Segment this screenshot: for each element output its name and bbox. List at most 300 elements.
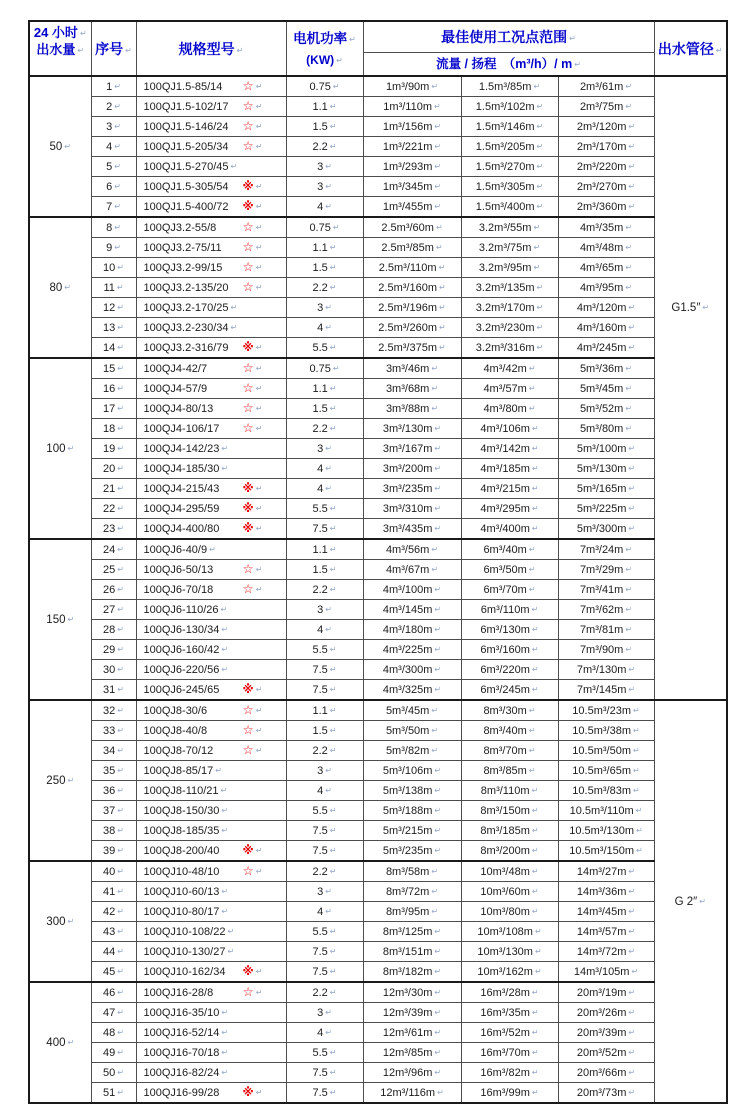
paragraph-mark (117, 846, 124, 855)
power-cell: 2.2↵ (286, 278, 363, 298)
flow-head-cell-2: 3.2m³/230m↵ (461, 318, 558, 338)
paragraph-mark (532, 867, 539, 876)
serial-cell: 21↵ (91, 479, 136, 499)
paragraph-mark (529, 706, 536, 715)
serial-cell: 46↵ (91, 982, 136, 1003)
paragraph-mark (636, 806, 643, 815)
paragraph-mark (434, 786, 441, 795)
paragraph-mark (537, 343, 544, 352)
star-icon: ☆ (242, 119, 254, 133)
paragraph-mark (221, 444, 228, 453)
power-cell: 4↵ (286, 781, 363, 801)
paragraph-mark (256, 182, 263, 191)
power-cell: 4↵ (286, 1023, 363, 1043)
flow-head-cell-2: 4m³/295m↵ (461, 499, 558, 519)
flow-head-cell-2: 4m³/57m↵ (461, 379, 558, 399)
paragraph-mark (633, 786, 640, 795)
paragraph-mark (221, 464, 228, 473)
flow-head-cell-2: 1.5m³/102m↵ (461, 97, 558, 117)
paragraph-mark (330, 927, 337, 936)
paragraph-mark (628, 323, 635, 332)
flow-head-cell-3: 5m³/130m↵ (558, 459, 654, 479)
paragraph-mark (117, 746, 124, 755)
paragraph-mark (330, 102, 337, 111)
flow-head-cell-2: 3.2m³/135m↵ (461, 278, 558, 298)
serial-cell: 15↵ (91, 358, 136, 379)
power-cell: 5.5↵ (286, 922, 363, 942)
reference-mark-icon: ※ (242, 522, 254, 535)
model-cell: 100QJ8-110/21↵ (136, 781, 286, 801)
paragraph-mark (330, 746, 337, 755)
flow-group-cell: 250↵ (29, 700, 91, 861)
model-cell: 100QJ16-28/8 ☆↵ (136, 982, 286, 1003)
paragraph-mark (537, 283, 544, 292)
model-cell: 100QJ10-60/13↵ (136, 882, 286, 902)
paragraph-mark (330, 665, 337, 674)
model-cell: 100QJ16-70/18↵ (136, 1043, 286, 1063)
table-row (29, 499, 727, 519)
table-row (29, 761, 727, 781)
paragraph-mark (256, 988, 263, 997)
paragraph-mark (117, 585, 124, 594)
flow-head-cell-3: 4m³/35m↵ (558, 217, 654, 238)
paragraph-mark (114, 162, 121, 171)
serial-cell: 10↵ (91, 258, 136, 278)
table-row (29, 539, 727, 560)
paragraph-mark (117, 625, 124, 634)
paragraph-mark (67, 615, 74, 624)
flow-head-cell-3: 7m³/145m↵ (558, 680, 654, 701)
flow-head-cell-2: 10m³/80m↵ (461, 902, 558, 922)
paragraph-mark (330, 826, 337, 835)
paragraph-mark (532, 444, 539, 453)
paragraph-mark (330, 142, 337, 151)
paragraph-mark (532, 1008, 539, 1017)
model-cell: 100QJ3.2-170/25↵ (136, 298, 286, 318)
paragraph-mark (330, 524, 337, 533)
model-cell: 100QJ3.2-99/15 ☆↵ (136, 258, 286, 278)
flow-head-cell-3: 10.5m³/65m↵ (558, 761, 654, 781)
paragraph-mark (628, 444, 635, 453)
star-icon: ☆ (242, 864, 254, 878)
serial-cell: 29↵ (91, 640, 136, 660)
flow-head-cell-1: 3m³/68m↵ (363, 379, 461, 399)
flow-head-cell-3: 10.5m³/23m↵ (558, 700, 654, 721)
flow-head-cell-3: 20m³/26m↵ (558, 1003, 654, 1023)
power-cell: 3↵ (286, 298, 363, 318)
paragraph-mark (330, 685, 337, 694)
paragraph-mark (117, 766, 124, 775)
paragraph-mark (221, 806, 228, 815)
line-break-mark (349, 35, 356, 44)
paragraph-mark (256, 504, 263, 513)
paragraph-mark (532, 665, 539, 674)
power-cell: 3↵ (286, 761, 363, 781)
table-row (29, 781, 727, 801)
paragraph-mark (628, 343, 635, 352)
serial-cell: 45↵ (91, 962, 136, 983)
paragraph-mark (628, 1028, 635, 1037)
star-icon: ☆ (242, 401, 254, 415)
serial-cell: 26↵ (91, 580, 136, 600)
power-cell: 2.2↵ (286, 982, 363, 1003)
flow-head-cell-1: 12m³/85m↵ (363, 1043, 461, 1063)
power-cell: 0.75↵ (286, 358, 363, 379)
paragraph-mark (628, 202, 635, 211)
paragraph-mark (628, 1008, 635, 1017)
paragraph-mark (628, 504, 635, 513)
paragraph-mark (221, 1008, 228, 1017)
star-icon: ☆ (242, 220, 254, 234)
model-cell: 100QJ1.5-146/24 ☆↵ (136, 117, 286, 137)
serial-cell: 41↵ (91, 882, 136, 902)
power-cell: 7.5↵ (286, 1083, 363, 1104)
paragraph-mark (532, 1028, 539, 1037)
flow-head-cell-2: 1.5m³/400m↵ (461, 197, 558, 218)
flow-head-cell-3: 5m³/100m↵ (558, 439, 654, 459)
header-daily-output-line2: 出水量 (36, 42, 76, 57)
flow-head-cell-3: 7m³/41m↵ (558, 580, 654, 600)
power-cell: 4↵ (286, 197, 363, 218)
power-cell: 7.5↵ (286, 1063, 363, 1083)
table-row (29, 157, 727, 177)
paragraph-mark (439, 343, 446, 352)
paragraph-mark (114, 122, 121, 131)
power-cell: 5.5↵ (286, 338, 363, 359)
model-cell: 100QJ8-200/40 ※↵ (136, 841, 286, 862)
table-row (29, 419, 727, 439)
model-cell: 100QJ4-185/30↵ (136, 459, 286, 479)
power-cell: 4↵ (286, 318, 363, 338)
paragraph-mark (532, 524, 539, 533)
paragraph-mark (117, 384, 124, 393)
flow-head-cell-1: 1m³/110m↵ (363, 97, 461, 117)
paragraph-mark (434, 182, 441, 191)
paragraph-mark (256, 364, 263, 373)
serial-cell: 42↵ (91, 902, 136, 922)
model-cell: 100QJ10-48/10 ☆↵ (136, 861, 286, 882)
model-cell: 100QJ3.2-75/11 ☆↵ (136, 238, 286, 258)
paragraph-mark (330, 645, 337, 654)
power-cell: 1.5↵ (286, 721, 363, 741)
flow-head-cell-1: 2.5m³/85m↵ (363, 238, 461, 258)
flow-group-cell: 100↵ (29, 358, 91, 539)
paragraph-mark (431, 384, 438, 393)
paragraph-mark (625, 223, 632, 232)
paragraph-mark (625, 82, 632, 91)
flow-head-cell-3: 2m³/270m↵ (558, 177, 654, 197)
power-cell: 5.5↵ (286, 640, 363, 660)
flow-head-cell-2: 8m³/70m↵ (461, 741, 558, 761)
flow-head-cell-3: 5m³/52m↵ (558, 399, 654, 419)
paragraph-mark (628, 867, 635, 876)
table-row (29, 439, 727, 459)
model-cell: 100QJ6-40/9↵ (136, 539, 286, 560)
paragraph-mark (330, 585, 337, 594)
paragraph-mark (117, 343, 124, 352)
paragraph-mark (532, 786, 539, 795)
paragraph-mark (221, 1068, 228, 1077)
power-cell: 4↵ (286, 459, 363, 479)
star-icon: ☆ (242, 703, 254, 717)
model-cell: 100QJ8-70/12 ☆↵ (136, 741, 286, 761)
table-body (29, 76, 727, 1103)
flow-head-cell-1: 5m³/235m↵ (363, 841, 461, 862)
paragraph-mark (434, 122, 441, 131)
model-cell: 100QJ4-80/13 ☆↵ (136, 399, 286, 419)
paragraph-mark (434, 846, 441, 855)
paragraph-mark (114, 243, 121, 252)
serial-cell: 1↵ (91, 76, 136, 97)
paragraph-mark (325, 1028, 332, 1037)
paragraph-mark (231, 162, 238, 171)
flow-head-cell-1: 5m³/82m↵ (363, 741, 461, 761)
table-row (29, 1063, 727, 1083)
power-cell: 4↵ (286, 902, 363, 922)
table-row (29, 942, 727, 962)
paragraph-mark (537, 202, 544, 211)
paragraph-mark (633, 766, 640, 775)
flow-head-cell-2: 4m³/106m↵ (461, 419, 558, 439)
paragraph-mark (532, 887, 539, 896)
power-cell: 4↵ (286, 479, 363, 499)
flow-head-cell-1: 3m³/88m↵ (363, 399, 461, 419)
pump-spec-table (28, 20, 728, 1104)
paragraph-mark (532, 826, 539, 835)
flow-head-cell-1: 4m³/145m↵ (363, 600, 461, 620)
serial-cell: 11↵ (91, 278, 136, 298)
model-cell: 100QJ4-142/23↵ (136, 439, 286, 459)
paragraph-mark (537, 303, 544, 312)
flow-head-cell-1: 3m³/200m↵ (363, 459, 461, 479)
paragraph-mark (436, 223, 443, 232)
power-cell: 3↵ (286, 439, 363, 459)
paragraph-mark (256, 283, 263, 292)
paragraph-mark (625, 605, 632, 614)
paragraph-mark (434, 625, 441, 634)
flow-head-cell-1: 4m³/100m↵ (363, 580, 461, 600)
paragraph-mark (256, 1088, 263, 1097)
power-cell: 7.5↵ (286, 942, 363, 962)
flow-head-cell-3: 4m³/120m↵ (558, 298, 654, 318)
paragraph-mark (117, 887, 124, 896)
paragraph-mark (574, 60, 581, 69)
flow-head-cell-1: 4m³/300m↵ (363, 660, 461, 680)
paragraph-mark (532, 504, 539, 513)
model-cell: 100QJ6-50/13 ☆↵ (136, 560, 286, 580)
star-icon: ☆ (242, 79, 254, 93)
paragraph-mark (628, 887, 635, 896)
paragraph-mark (256, 384, 263, 393)
paragraph-mark (330, 283, 337, 292)
pipe-diameter-cell: G1.5″↵ (654, 76, 727, 700)
flow-head-cell-2: 3.2m³/75m↵ (461, 238, 558, 258)
paragraph-mark (434, 947, 441, 956)
paragraph-mark (529, 404, 536, 413)
paragraph-mark (628, 665, 635, 674)
model-cell: 100QJ8-185/35↵ (136, 821, 286, 841)
paragraph-mark (431, 867, 438, 876)
model-cell: 100QJ16-52/14↵ (136, 1023, 286, 1043)
paragraph-mark (67, 917, 74, 926)
paragraph-mark (625, 625, 632, 634)
flow-head-cell-1: 5m³/50m↵ (363, 721, 461, 741)
power-cell: 1.1↵ (286, 379, 363, 399)
table-row (29, 801, 727, 821)
power-cell: 1.5↵ (286, 399, 363, 419)
paragraph-mark (532, 846, 539, 855)
flow-head-cell-3: 7m³/90m↵ (558, 640, 654, 660)
paragraph-mark (117, 464, 124, 473)
serial-cell: 3↵ (91, 117, 136, 137)
paragraph-mark (625, 404, 632, 413)
flow-head-cell-1: 1m³/90m↵ (363, 76, 461, 97)
power-cell: 7.5↵ (286, 821, 363, 841)
flow-group-cell: 50↵ (29, 76, 91, 217)
header-operating-range: 最佳使用工况点范围↵ (363, 21, 654, 53)
flow-head-cell-2: 6m³/40m↵ (461, 539, 558, 560)
power-cell: 0.75↵ (286, 217, 363, 238)
paragraph-mark (117, 1028, 124, 1037)
reference-mark-icon: ※ (242, 482, 254, 495)
paragraph-mark (333, 82, 340, 91)
paragraph-mark (77, 46, 84, 55)
paragraph-mark (625, 545, 632, 554)
serial-cell: 49↵ (91, 1043, 136, 1063)
flow-head-cell-1: 1m³/345m↵ (363, 177, 461, 197)
flow-head-cell-3: 4m³/65m↵ (558, 258, 654, 278)
flow-head-cell-3: 7m³/130m↵ (558, 660, 654, 680)
flow-head-cell-2: 3.2m³/316m↵ (461, 338, 558, 359)
paragraph-mark (625, 102, 632, 111)
paragraph-mark (439, 303, 446, 312)
power-cell: 1.5↵ (286, 258, 363, 278)
paragraph-mark (532, 1068, 539, 1077)
star-icon: ☆ (242, 381, 254, 395)
paragraph-mark (64, 142, 71, 151)
model-cell: 100QJ1.5-85/14 ☆↵ (136, 76, 286, 97)
table-row (29, 902, 727, 922)
paragraph-mark (256, 102, 263, 111)
paragraph-mark (256, 223, 263, 232)
paragraph-mark (434, 585, 441, 594)
table-row (29, 217, 727, 238)
paragraph-mark (117, 444, 124, 453)
paragraph-mark (533, 243, 540, 252)
flow-head-cell-1: 2.5m³/196m↵ (363, 298, 461, 318)
table-row (29, 137, 727, 157)
flow-head-cell-2: 6m³/220m↵ (461, 660, 558, 680)
flow-head-cell-2: 16m³/35m↵ (461, 1003, 558, 1023)
table-row (29, 258, 727, 278)
model-cell: 100QJ10-130/27↵ (136, 942, 286, 962)
table-row (29, 459, 727, 479)
flow-head-cell-1: 3m³/46m↵ (363, 358, 461, 379)
paragraph-mark (125, 46, 132, 55)
paragraph-mark (325, 887, 332, 896)
paragraph-mark (633, 726, 640, 735)
paragraph-mark (628, 484, 635, 493)
paragraph-mark (537, 102, 544, 111)
reference-mark-icon: ※ (242, 1086, 254, 1099)
flow-head-cell-3: 4m³/160m↵ (558, 318, 654, 338)
flow-head-cell-3: 2m³/220m↵ (558, 157, 654, 177)
table-row (29, 882, 727, 902)
flow-head-cell-1: 2.5m³/60m↵ (363, 217, 461, 238)
paragraph-mark (628, 1048, 635, 1057)
serial-cell: 18↵ (91, 419, 136, 439)
paragraph-mark (535, 967, 542, 976)
table-row (29, 97, 727, 117)
flow-head-cell-3: 2m³/120m↵ (558, 117, 654, 137)
paragraph-mark (535, 927, 542, 936)
paragraph-mark (330, 947, 337, 956)
paragraph-mark (114, 82, 121, 91)
flow-head-cell-3: 7m³/24m↵ (558, 539, 654, 560)
paragraph-mark (434, 142, 441, 151)
paragraph-mark (256, 343, 263, 352)
reference-mark-icon: ※ (242, 341, 254, 354)
flow-head-cell-2: 6m³/130m↵ (461, 620, 558, 640)
serial-cell: 39↵ (91, 841, 136, 862)
paragraph-mark (636, 826, 643, 835)
header-daily-output-line1: 24 小时 (33, 25, 78, 40)
model-cell: 100QJ1.5-270/45↵ (136, 157, 286, 177)
flow-head-cell-1: 8m³/95m↵ (363, 902, 461, 922)
paragraph-mark (117, 806, 124, 815)
table-row (29, 821, 727, 841)
reference-mark-icon: ※ (242, 965, 254, 978)
paragraph-mark (325, 182, 332, 191)
paragraph-mark (434, 645, 441, 654)
model-cell: 100QJ4-215/43 ※↵ (136, 479, 286, 499)
flow-group-cell: 300↵ (29, 861, 91, 982)
paragraph-mark (537, 142, 544, 151)
flow-head-cell-2: 4m³/215m↵ (461, 479, 558, 499)
flow-head-cell-3: 5m³/36m↵ (558, 358, 654, 379)
flow-head-cell-1: 8m³/182m↵ (363, 962, 461, 983)
paragraph-mark (532, 484, 539, 493)
paragraph-mark (434, 202, 441, 211)
flow-head-cell-1: 1m³/221m↵ (363, 137, 461, 157)
model-cell: 100QJ8-30/6 ☆↵ (136, 700, 286, 721)
flow-head-cell-1: 2.5m³/110m↵ (363, 258, 461, 278)
paragraph-mark (434, 1048, 441, 1057)
flow-head-cell-3: 2m³/75m↵ (558, 97, 654, 117)
paragraph-mark (330, 424, 337, 433)
paragraph-mark (256, 122, 263, 131)
flow-head-cell-2: 8m³/85m↵ (461, 761, 558, 781)
paragraph-mark (221, 605, 228, 614)
paragraph-mark (330, 243, 337, 252)
paragraph-mark (434, 1028, 441, 1037)
paragraph-mark (625, 424, 632, 433)
table-row (29, 660, 727, 680)
paragraph-mark (330, 1048, 337, 1057)
power-cell: 3↵ (286, 1003, 363, 1023)
paragraph-mark (434, 504, 441, 513)
paragraph-mark (117, 605, 124, 614)
paragraph-mark (532, 645, 539, 654)
table-row (29, 238, 727, 258)
paragraph-mark (256, 263, 263, 272)
flow-head-cell-1: 3m³/310m↵ (363, 499, 461, 519)
paragraph-mark (537, 122, 544, 131)
flow-head-cell-2: 10m³/60m↵ (461, 882, 558, 902)
model-cell: 100QJ8-150/30↵ (136, 801, 286, 821)
paragraph-mark (67, 444, 74, 453)
paragraph-mark (431, 545, 438, 554)
